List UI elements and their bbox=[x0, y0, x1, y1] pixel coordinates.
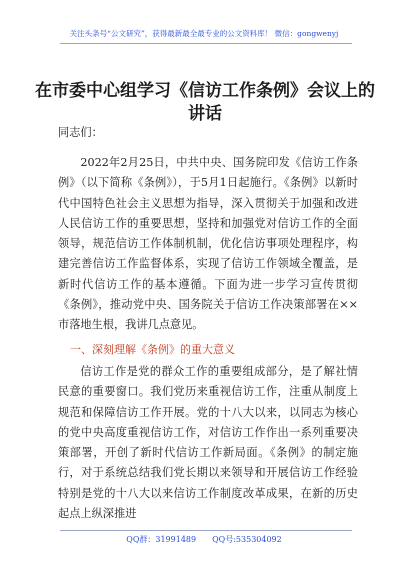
document-title-line-1: 在市委中心组学习《信访工作条例》会议上的 bbox=[35, 81, 375, 101]
paragraph-section-1: 信访工作是党的群众工作的重要组成部分，是了解社情民意的重要窗口。我们党历来重视信访工作，注重从制度上规范和保障信访工作开展。党的十八大以来，以同志为核心的党中央高度重视信访工作，对信访工作作出一系列重要决策部署，开创了新时代信访工作新局面。《条例》的制定施行，对于系统总结我们党长期以来领导和开展信访工作经验特别是党的十八大以来信访工作制度改革成果，在新的历史起点上纵深推进 bbox=[58, 365, 358, 521]
footer-divider bbox=[60, 530, 352, 531]
header-promo-note: 关注头条号“公文研究”，获得最新最全最专业的公文资料库！ 微信：gongwenyj bbox=[69, 29, 339, 38]
header-divider bbox=[60, 43, 352, 44]
salutation: 同志们： bbox=[58, 126, 103, 139]
footer-qq-group: QQ群：31991489 bbox=[126, 535, 197, 544]
section-heading-1: 一、深刻理解《条例》的重大意义 bbox=[70, 343, 235, 356]
document-title-line-2: 讲话 bbox=[188, 104, 222, 124]
document-title bbox=[30, 80, 380, 126]
footer-contact bbox=[0, 535, 408, 545]
footer-qq-number: QQ号:535304092 bbox=[212, 535, 282, 544]
paragraph-intro: 2022年2月25日，中共中央、国务院印发《信访工作条例》（以下简称《条例》），于5月1日起施行。《条例》以新时代中国特色社会主义思想为指导，深入贯彻关于加强和改进人民信访工作的重要思想，坚持和加强党对信访工作的全面领导，规范信访工作体制机制，优化信访事项处理程序，构建完善信访工作监督体系，实现了信访工作领域全覆盖，是新时代信访工作的基本遵循。下面为进一步学习宣传贯彻《条例》，推动党中央、国务院关于信访工作决策部署在××市落地生根，我讲几点意见。 bbox=[58, 156, 358, 332]
